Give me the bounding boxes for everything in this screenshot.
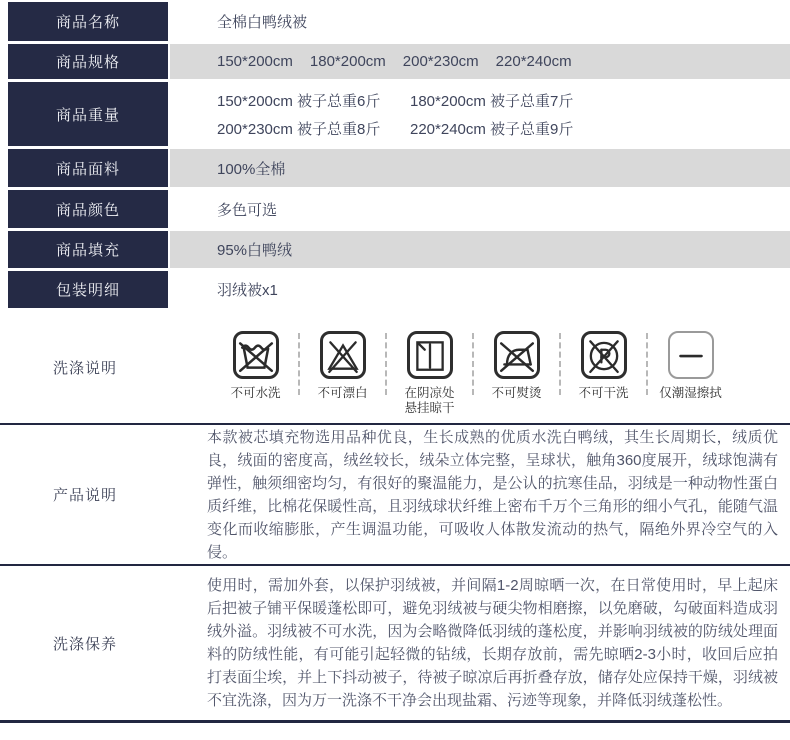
row-label: 商品填充 bbox=[8, 231, 168, 268]
row-product-color bbox=[0, 190, 790, 228]
row-value-wrap bbox=[170, 190, 790, 228]
product-name-value: 全棉白鸭绒被 bbox=[217, 14, 308, 31]
description-text: 本款被芯填充物选用品种优良，生长成熟的优质水洗白鸭绒，其生长周期长，绒质优良，绒面的密度高，绒丝较长，绒朵立体完整，呈球状，触角360度展开，绒球饱满有弹性，触须细密均匀，有很好的聚温能力，是公认的抗寒佳品，羽绒是一种动物性蛋白质纤维，比棉花保暖性高，且羽绒球状纤维上密布千万个三角形的细小气孔，能随气温变化而收缩膨胀，产生调温功能，可吸收人体散发流动的热气，隔绝外界冷空气的入侵。 bbox=[207, 428, 778, 561]
row-value-wrap bbox=[170, 2, 790, 41]
row-value-wrap bbox=[170, 231, 790, 268]
row-product-spec bbox=[0, 44, 790, 79]
row-product-filling bbox=[0, 231, 790, 268]
icon-caption: 不可熨烫 bbox=[491, 386, 542, 400]
spec-size: 220*240cm bbox=[495, 53, 572, 70]
row-label: 商品重量 bbox=[8, 82, 168, 146]
bottom-border bbox=[0, 720, 790, 723]
icon-caption: 仅潮湿擦拭 bbox=[659, 386, 722, 400]
fabric-value: 100%全棉 bbox=[217, 160, 286, 178]
icon-caption: 不可水洗 bbox=[230, 386, 281, 400]
icon-caption: 不可干洗 bbox=[578, 386, 629, 400]
washing-instructions-section bbox=[0, 311, 790, 423]
row-value-wrap bbox=[170, 271, 790, 308]
care-text-wrap bbox=[170, 566, 790, 720]
weight-item: 200*230cm 被子总重8斤 bbox=[217, 120, 381, 138]
row-product-weight bbox=[0, 82, 790, 146]
weight-item: 220*240cm 被子总重9斤 bbox=[410, 120, 574, 138]
damp-wipe-only-icon bbox=[668, 331, 714, 379]
row-product-name bbox=[0, 2, 790, 41]
row-label: 商品颜色 bbox=[8, 190, 168, 228]
icon-caption bbox=[404, 386, 454, 416]
row-product-fabric bbox=[0, 149, 790, 187]
row-value-wrap bbox=[170, 149, 790, 187]
product-description-section bbox=[0, 425, 790, 564]
packing-value: 羽绒被x1 bbox=[217, 282, 278, 299]
spec-size: 200*230cm bbox=[402, 53, 479, 70]
spec-values bbox=[217, 53, 572, 70]
spec-size: 150*200cm bbox=[217, 53, 293, 70]
do-not-wash-icon bbox=[233, 331, 279, 379]
filling-value: 95%白鸭绒 bbox=[217, 242, 293, 259]
washing-section-label: 洗涤说明 bbox=[52, 359, 117, 377]
washing-icon-cell bbox=[648, 331, 733, 401]
icon-caption: 不可漂白 bbox=[317, 386, 368, 400]
weight-line bbox=[217, 118, 573, 139]
washing-icon-cell bbox=[300, 331, 385, 401]
description-section-label: 产品说明 bbox=[52, 487, 117, 504]
washing-icons-row bbox=[213, 311, 733, 423]
washing-icon-cell bbox=[561, 331, 646, 401]
weight-item: 180*200cm 被子总重7斤 bbox=[410, 92, 574, 110]
hang-dry-in-shade-icon bbox=[407, 331, 453, 379]
row-label: 包装明细 bbox=[8, 271, 168, 308]
weight-grid bbox=[217, 90, 573, 139]
description-text-wrap bbox=[170, 425, 790, 564]
icon-caption-line2: 悬挂晾干 bbox=[404, 401, 455, 415]
do-not-bleach-icon bbox=[320, 331, 366, 379]
care-section-label: 洗涤保养 bbox=[52, 635, 117, 653]
spec-size: 180*200cm bbox=[309, 53, 386, 70]
row-value-wrap bbox=[170, 44, 790, 79]
care-instructions-section bbox=[0, 566, 790, 720]
washing-icon-cell bbox=[213, 331, 298, 401]
weight-line bbox=[217, 90, 573, 111]
weight-item: 150*200cm 被子总重6斤 bbox=[217, 92, 381, 110]
row-label: 商品面料 bbox=[8, 149, 168, 187]
do-not-dry-clean-icon bbox=[581, 331, 627, 379]
row-label: 商品名称 bbox=[8, 2, 168, 41]
color-value: 多色可选 bbox=[217, 201, 278, 219]
washing-icon-cell bbox=[474, 331, 559, 401]
care-text: 使用时，需加外套，以保护羽绒被，并间隔1-2周晾晒一次，在日常使用时，早上起床后把被子铺平保暖蓬松即可，避免羽绒被与硬尖物相磨擦，以免磨破，勾破面料造成羽绒外溢。羽绒被不可水洗，因为会略微降低羽绒的蓬松度，并影响羽绒被的防绒处理面料的防绒性能，有可能引起轻微的钻绒，长期存放前，需先晾晒2-3小时，收回后应拍打表面尘埃，并上下抖动被子，待被子晾凉后再折叠存放，储存处应保持干燥，羽绒被不宜洗涤，因为万一洗涤不干净会出现盐霜、污迹等现象，并降低羽绒蓬松性。 bbox=[207, 577, 778, 709]
row-packing-detail bbox=[0, 271, 790, 308]
icon-caption-line1: 在阴凉处 bbox=[404, 386, 455, 400]
row-value-wrap bbox=[170, 82, 790, 146]
row-label: 商品规格 bbox=[8, 44, 168, 79]
washing-icon-cell bbox=[387, 331, 472, 416]
do-not-iron-icon bbox=[494, 331, 540, 379]
